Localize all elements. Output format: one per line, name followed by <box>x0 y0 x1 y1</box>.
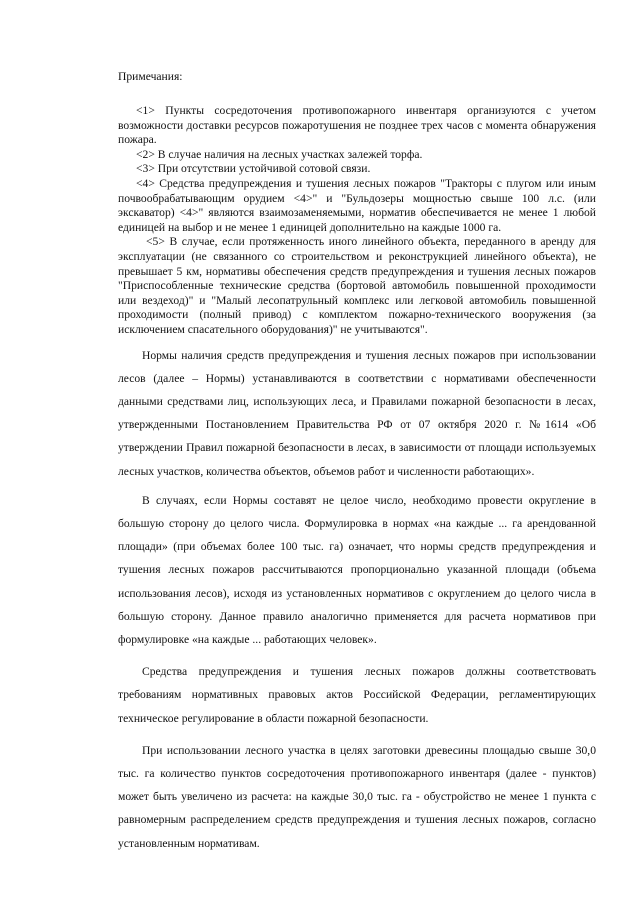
note-3: <3> При отсутствии устойчивой сотовой связи. <box>136 162 371 176</box>
note-1: <1> Пункты сосредоточения противопожарного инвентаря организуются с учетом возможности доставки ресурсов пожаротушения не позднее трех часов с момента обнаружения пожара. <box>118 104 596 147</box>
paragraph-requirements: Средства предупреждения и тушения лесных пожаров должны соответствовать требованиям нормативных правовых актов Российской Федерации, регламентирующих техническое регулирование в области пожарной безопасности. <box>118 665 596 725</box>
paragraph-norms: Нормы наличия средств предупреждения и тушения лесных пожаров при использовании лесов (далее – Нормы) устанавливаются в соответствии с нормативами обеспеченности данными средствами лиц, использующих леса, и Правилами пожарной безопасности в лесах, утвержденными Постановлением Правительства РФ от 07 октября 2020 г. №1614 «Об утверждении Правил пожарной безопасности в лесах, в зависимости от площади используемых лесных участков, количества объектов, объемов работ и численности работающих». <box>118 348 596 478</box>
note-4: <4> Средства предупреждения и тушения лесных пожаров "Тракторы с плугом или иным почвообрабатывающим орудием <4>" и "Бульдозеры мощностью свыше 100 л.с. (или экскаватор) <4>" являются взаимозаменяемыми, норматив обеспечивается не менее 1 любой единицей на выбор и не менее 1 единицей дополнительно на каждые 1000 га. <box>118 176 596 234</box>
document-page <box>118 70 596 855</box>
paragraph-inventory-points: При использовании лесного участка в целях заготовки древесины площадью свыше 30,0 тыс. га количество пунктов сосредоточения противопожарного инвентаря (далее - пунктов) может быть увеличено из расчета: на каждые 30,0 тыс. га - обустройство не менее 1 пункта с равномерным распределением средств предупреждения и тушения лесных пожаров, согласно установленным нормативам. <box>118 743 596 850</box>
notes-heading: Примечания: <box>118 70 183 83</box>
note-5: <5> В случае, если протяженность иного линейного объекта, переданного в аренду для эксплуатации (не связанного со строительством и реконструкцией линейного объекта), не превышает 5 км, нормативы обеспечения средств предупреждения и тушения лесных пожаров "Приспособленные технические средства (бортовой автомобиль повышенной проходимости или вездеход)" и "Малый лесопатрульный комплекс или легковой автомобиль повышенной проходимости (полный привод) с комплектом пожарно-технического вооружения (за исключением спасательного оборудования)" не учитываются". <box>118 235 596 336</box>
note-2: <2> В случае наличия на лесных участках залежей торфа. <box>136 147 423 161</box>
paragraph-rounding: В случаях, если Нормы составят не целое число, необходимо провести округление в большую сторону до целого числа. Формулировка в нормах «на каждые ... га арендованной площади» (при объемах более 100 тыс. га) означает, что нормы средств предупреждения и тушения лесных пожаров рассчитываются пропорционально указанной площади (объема использования лесов), исходя из установленных нормативов с округлением до целого числа в большую сторону. Данное правило аналогично применяется для расчета нормативов при формулировке «на каждые ... работающих человек». <box>118 493 596 646</box>
